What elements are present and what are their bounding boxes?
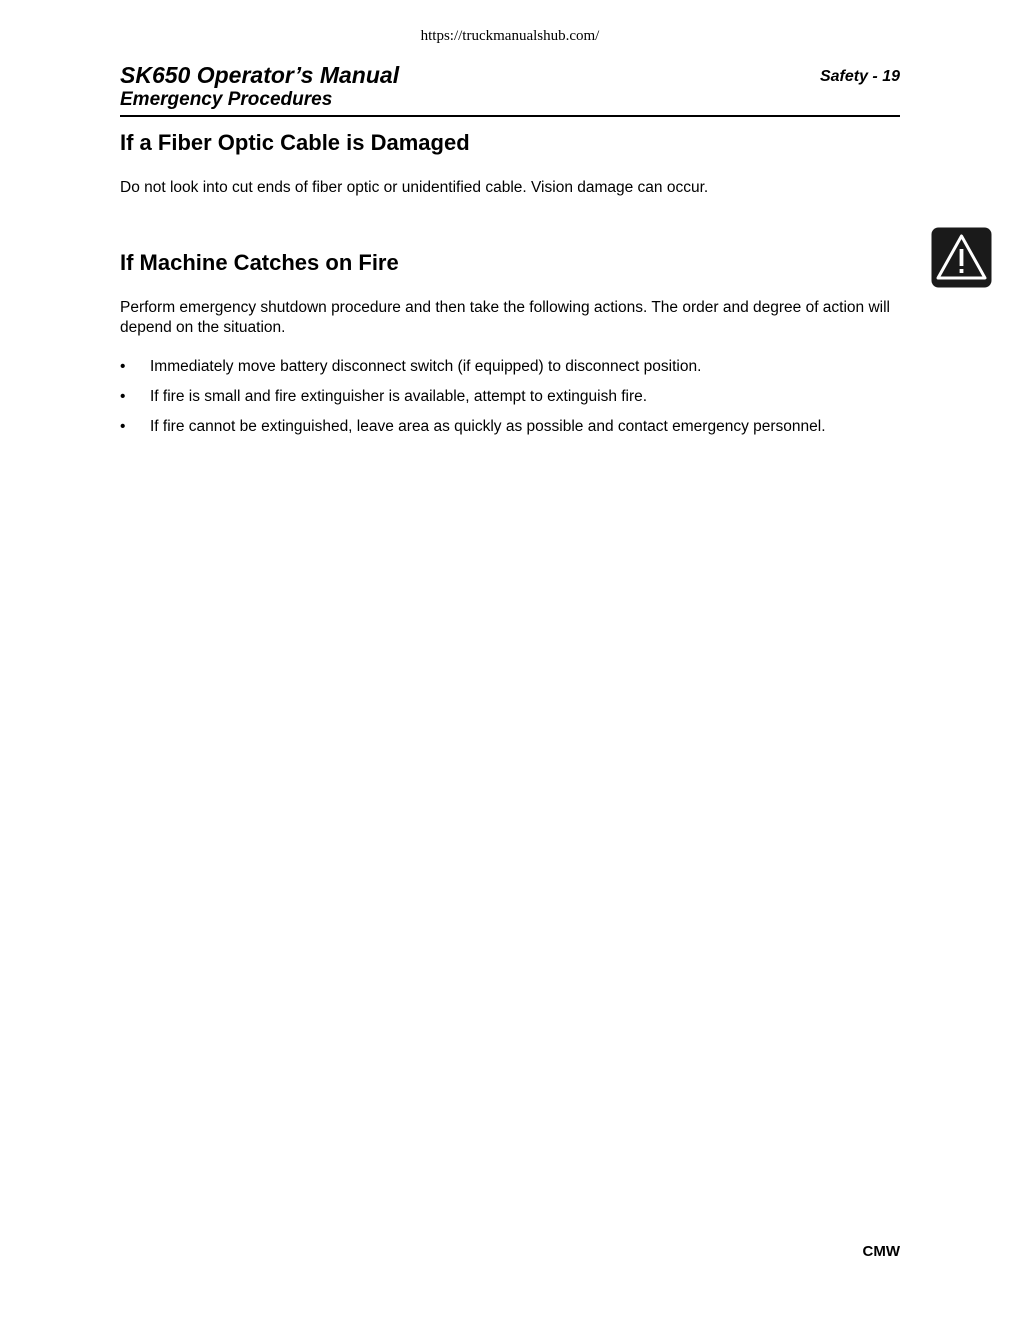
machine-fire-heading: If Machine Catches on Fire xyxy=(120,250,399,275)
list-item xyxy=(120,387,900,407)
list-item xyxy=(120,417,900,437)
source-url[interactable]: https://truckmanualshub.com/ xyxy=(420,28,600,44)
section-name: Emergency Procedures xyxy=(120,89,333,110)
fire-actions-list xyxy=(120,357,900,447)
header-divider xyxy=(120,115,900,117)
machine-fire-paragraph: Perform emergency shutdown procedure and then take the following actions. The order and degree of action will depend on the situation. xyxy=(120,299,890,336)
manual-title: SK650 Operator’s Manual xyxy=(120,62,400,88)
list-item-text: If fire is small and fire extinguisher is available, attempt to extinguish fire. xyxy=(150,388,648,405)
fiber-optic-paragraph: Do not look into cut ends of fiber optic or unidentified cable. Vision damage can occur. xyxy=(120,179,709,196)
page-number: Safety - 19 xyxy=(819,68,900,85)
warning-triangle-icon xyxy=(931,227,992,288)
fiber-optic-heading: If a Fiber Optic Cable is Damaged xyxy=(120,130,470,155)
page-header xyxy=(120,62,900,112)
list-item xyxy=(120,357,900,377)
bullet-marker: • xyxy=(120,358,126,375)
list-item-text: If fire cannot be extinguished, leave area as quickly as possible and contact emergency personnel. xyxy=(150,418,826,435)
list-item-text: Immediately move battery disconnect switch (if equipped) to disconnect position. xyxy=(150,358,702,375)
bullet-marker: • xyxy=(120,388,126,405)
bullet-marker: • xyxy=(120,418,126,435)
footer-label: CMW xyxy=(862,1243,900,1260)
